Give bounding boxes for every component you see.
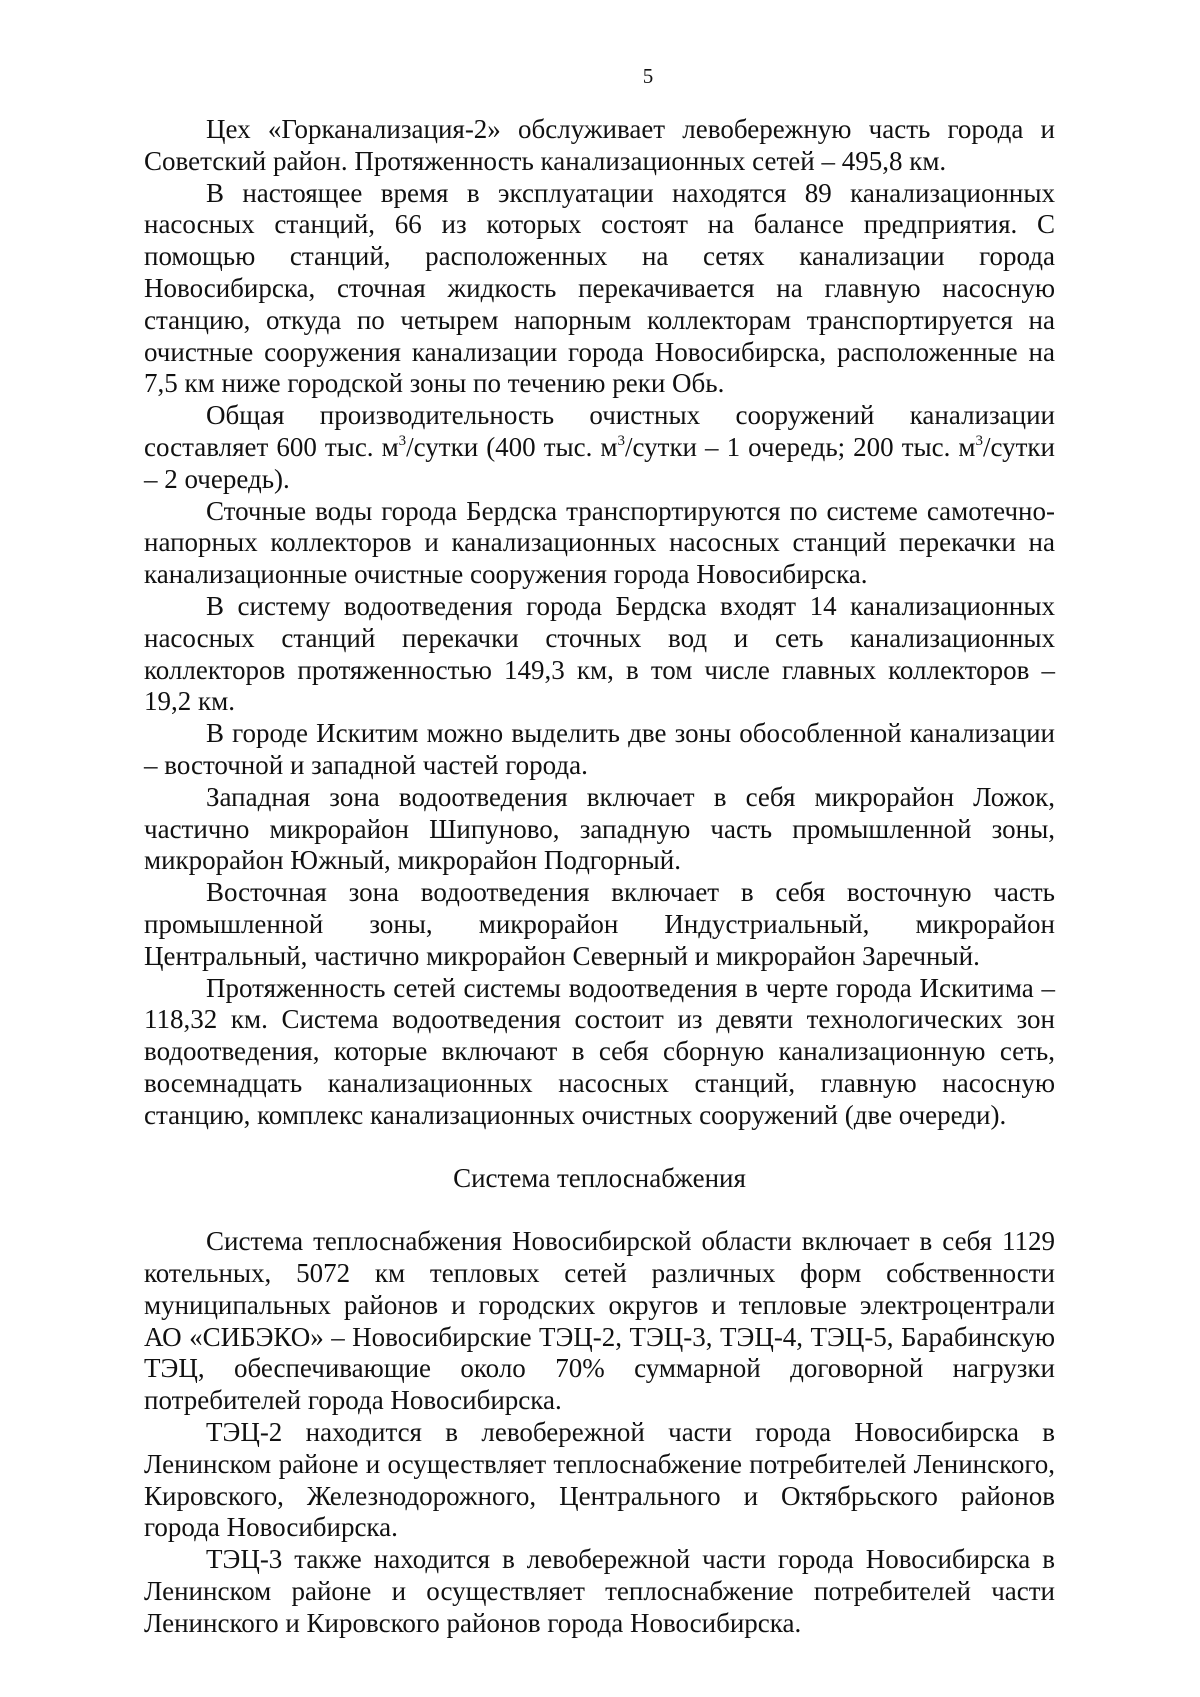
document-body <box>144 114 1055 1640</box>
paragraph-eastern-zone: Восточная зона водоотведения включает в себя восточную часть промышленной зоны, микрорайон Индустриальный, микрорайон Центральный, частично микрорайон Северный и микрорайон Заречный. <box>144 877 1055 971</box>
page-number: 5 <box>642 64 654 88</box>
paragraph-berdsk-transport: Сточные воды города Бердска транспортируются по системе самотечно-напорных коллекторов и канализационных насосных станций перекачки на канализационные очистные сооружения города Новосибирска. <box>144 495 1055 590</box>
capacity-text-4: /сутки – 2 очередь). <box>144 431 1055 494</box>
paragraph-heat-supply-system: Система теплоснабжения Новосибирской области включает в себя 1129 котельных, 5072 км тепловых сетей различных форм собственности муниципальных районов и городских округов и тепловые электроцентрали АО «СИБЭКО» – Новосибирские ТЭЦ-2, ТЭЦ-3, ТЭЦ-4, ТЭЦ-5, Барабинскую ТЭЦ, обеспечивающие около 70% суммарной договорной нагрузки потребителей города Новосибирска. <box>144 1226 1055 1416</box>
paragraph-iskitim-zones: В городе Искитим можно выделить две зоны обособленной канализации – восточной и западной частей города. <box>144 718 1055 780</box>
section-heading: Система теплоснабжения <box>453 1162 746 1193</box>
paragraph-gorkanalizatsiya: Цех «Горканализация-2» обслуживает левобережную часть города и Советский район. Протяженность канализационных сетей – 495,8 км. <box>144 114 1055 176</box>
paragraph-tec-2: ТЭЦ-2 находится в левобережной части города Новосибирска в Ленинском районе и осуществляет теплоснабжение потребителей Ленинского, Кировского, Железнодорожного, Центрального и Октябрьского районов города Новосибирска. <box>144 1417 1055 1543</box>
paragraph-pumping-stations: В настоящее время в эксплуатации находятся 89 канализационных насосных станций, 66 из которых состоят на балансе предприятия. С помощью станций, расположенных на сетях канализации города Новосибирска, сточная жидкость перекачивается на главную насосную станцию, откуда по четырем напорным коллекторам транспортируется на очистные сооружения канализации города Новосибирска, расположенные на 7,5 км ниже городской зоны по течению реки Обь. <box>144 177 1055 399</box>
paragraph-berdsk-system: В систему водоотведения города Бердска входят 14 канализационных насосных станций перекачки сточных вод и сеть канализационных коллекторов протяженностью 149,3 км, в том числе главных коллекторов – 19,2 км. <box>144 590 1055 717</box>
superscript-3: 3 <box>975 432 983 449</box>
paragraph-treatment-capacity <box>144 400 1055 495</box>
superscript-3: 3 <box>398 432 407 449</box>
paragraph-western-zone: Западная зона водоотведения включает в себя микрорайон Ложок, частично микрорайон Шипуново, западную часть промышленной зоны, микрорайон Южный, микрорайон Подгорный. <box>144 781 1055 876</box>
superscript-3: 3 <box>617 432 626 449</box>
capacity-text-2: /сутки (400 тыс. м <box>406 431 618 462</box>
paragraph-iskitim-network: Протяженность сетей системы водоотведения в черте города Искитима – 118,32 км. Система водоотведения состоит из девяти технологических зон водоотведения, которые включают в себя сборную канализационную сеть, восемнадцать канализационных насосных станций, главную насосную станцию, комплекс канализационных очистных сооружений (две очереди). <box>144 972 1055 1130</box>
capacity-text-3: /сутки – 1 очередь; 200 тыс. м <box>625 431 976 462</box>
paragraph-tec-3: ТЭЦ-3 также находится в левобережной части города Новосибирска в Ленинском районе и осуществляет теплоснабжение потребителей части Ленинского и Кировского районов города Новосибирска. <box>144 1544 1055 1638</box>
capacity-text-1: Общая производительность очистных сооружений канализации составляет 600 тыс. м <box>144 400 1055 462</box>
